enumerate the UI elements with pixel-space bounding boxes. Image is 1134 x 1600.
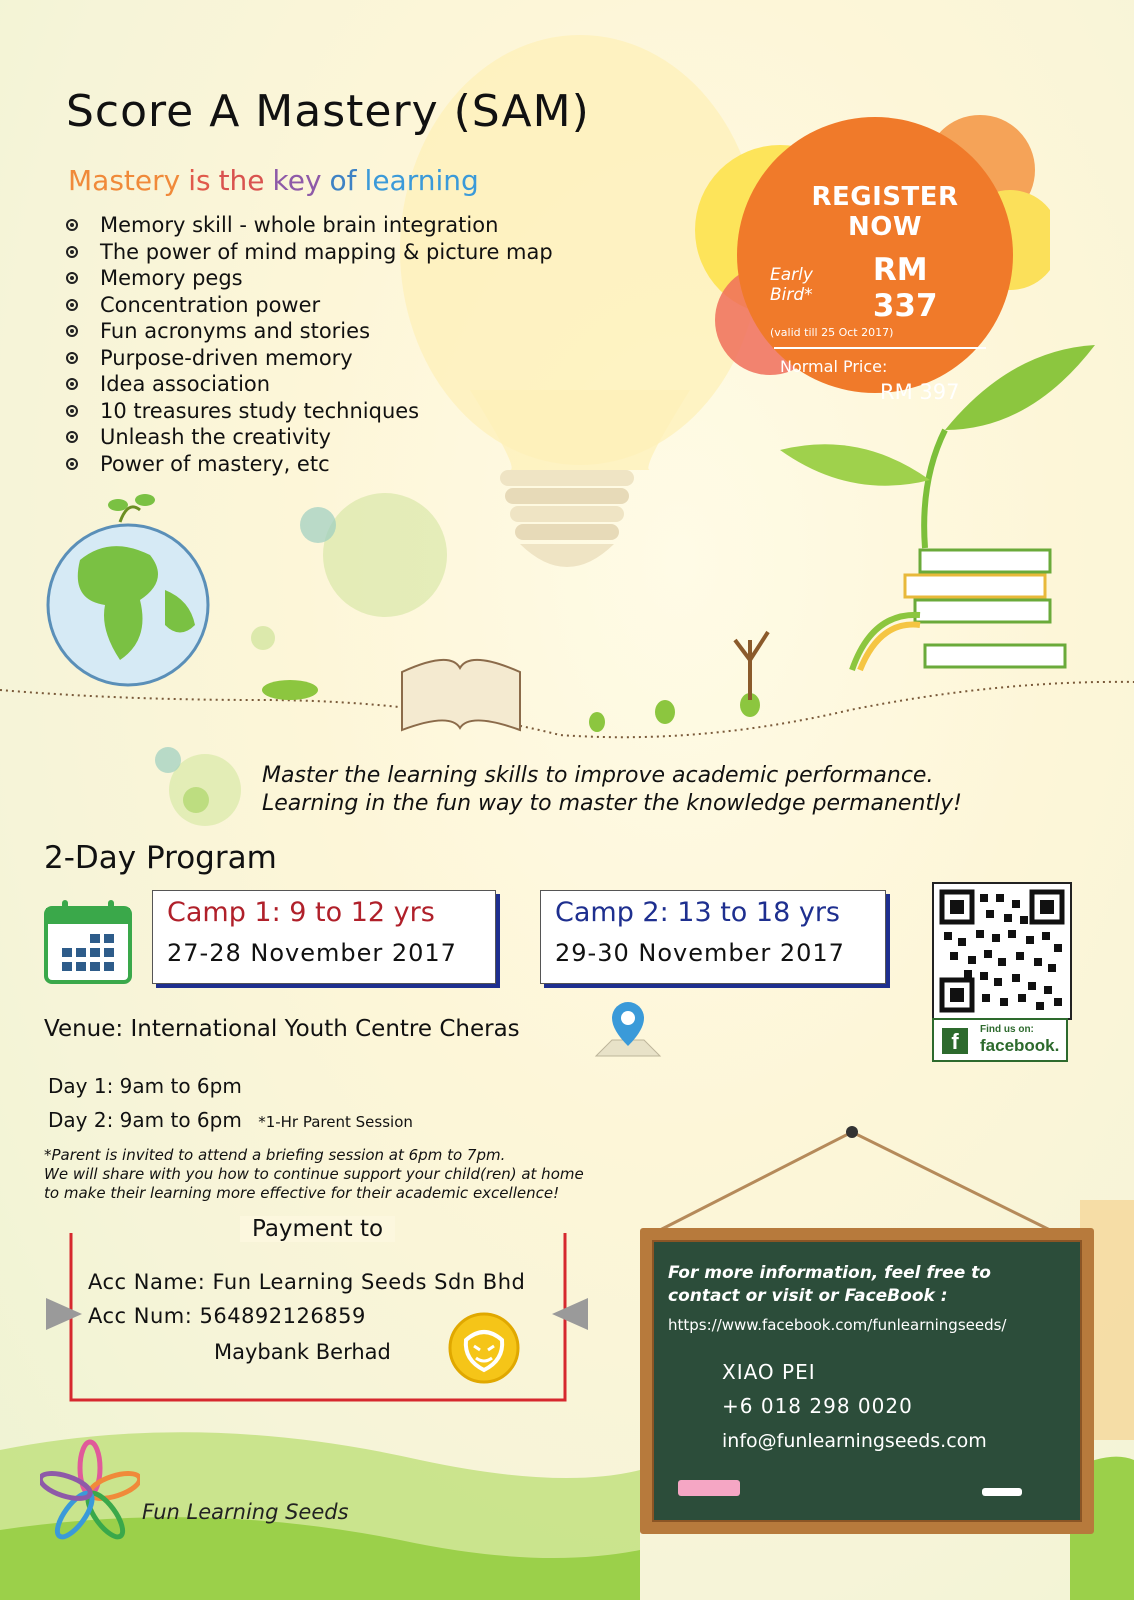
facebook-badge[interactable]: [932, 1018, 1068, 1062]
board-string: [640, 1124, 1070, 1234]
feature-text: The power of mind mapping & picture map: [100, 239, 553, 264]
day-2-note: *1-Hr Parent Session: [258, 1113, 413, 1131]
bullet-icon: [66, 458, 78, 470]
subtitle-word: Mastery: [68, 164, 181, 197]
feature-text: Memory skill - whole brain integration: [100, 213, 499, 237]
tagline-line-2: Learning in the fun way to master the knowledge permanently!: [262, 791, 962, 816]
feature-item: [66, 451, 553, 478]
parent-note-line: We will share with you how to continue support your child(ren) at home: [44, 1165, 584, 1183]
bullet-icon: [66, 405, 78, 417]
brand-name: Fun Learning Seeds: [142, 1500, 349, 1524]
valid-note: (valid till 25 Oct 2017): [770, 326, 894, 339]
venue: Venue: International Youth Centre Cheras: [44, 1016, 520, 1042]
normal-price-label: Normal Price:: [780, 357, 888, 376]
program-title: 2-Day Program: [44, 840, 277, 876]
feature-item: [66, 398, 553, 425]
parent-note-line: *Parent is invited to attend a briefing session at 6pm to 7pm.: [44, 1146, 506, 1164]
feature-item: [66, 292, 553, 319]
page-title: Score A Mastery (SAM): [66, 86, 590, 137]
tagline: [262, 762, 962, 818]
location-pin-icon: [592, 998, 662, 1060]
left-arrow-icon: [44, 1296, 84, 1332]
facebook-find-us: Find us on:: [980, 1024, 1034, 1035]
facebook-link[interactable]: https://www.facebook.com/funlearningseeds/: [668, 1316, 1007, 1334]
bullet-icon: [66, 219, 78, 231]
subtitle-word: is: [188, 164, 211, 197]
price-divider: [774, 347, 986, 349]
bullet-icon: [66, 352, 78, 364]
feature-item: [66, 212, 553, 239]
maybank-tiger-icon: [446, 1310, 522, 1386]
day-1-schedule: Day 1: 9am to 6pm: [48, 1074, 242, 1098]
camp-1-card: [152, 890, 496, 984]
subtitle-word: the: [218, 164, 265, 197]
feature-text: Concentration power: [100, 292, 321, 317]
camp-2-name: Camp 2: 13 to 18 yrs: [555, 897, 840, 928]
parent-note: [44, 1146, 584, 1203]
chalk-stick: [982, 1488, 1022, 1496]
subtitle: [68, 164, 487, 197]
subtitle-word: key: [272, 164, 322, 197]
calendar-icon: [44, 898, 132, 984]
facebook-wordmark: facebook.: [980, 1036, 1060, 1055]
contact-email[interactable]: info@funlearningseeds.com: [722, 1430, 987, 1452]
feature-text: Unleash the creativity: [100, 425, 331, 449]
facebook-icon: f: [942, 1028, 968, 1054]
bullet-icon: [66, 272, 78, 284]
register-panel: [770, 182, 1000, 404]
contact-info-line-2: contact or visit or FaceBook :: [668, 1286, 948, 1306]
right-arrow-icon: [550, 1296, 590, 1332]
bullet-icon: [66, 246, 78, 258]
feature-text: Fun acronyms and stories: [100, 319, 371, 343]
early-bird-label: Early Bird*: [770, 265, 813, 305]
feature-item: [66, 265, 553, 292]
bullet-icon: [66, 325, 78, 337]
tagline-line-1: Master the learning skills to improve academic performance.: [262, 763, 934, 788]
feature-item: [66, 345, 553, 372]
register-heading[interactable]: REGISTER NOW: [811, 182, 959, 242]
subtitle-word: learning: [364, 164, 479, 197]
contact-phone[interactable]: +6 018 298 0020: [722, 1394, 913, 1418]
camp-2-card: [540, 890, 886, 984]
feature-text: Purpose-driven memory: [100, 345, 353, 370]
bullet-icon: [66, 378, 78, 390]
camp-2-dates: 29-30 November 2017: [555, 939, 845, 967]
feature-text: Power of mastery, etc: [100, 451, 330, 476]
camp-1-name: Camp 1: 9 to 12 yrs: [167, 897, 435, 928]
feature-list: [66, 212, 553, 477]
camp-1-dates: 27-28 November 2017: [167, 939, 457, 967]
parent-note-line: to make their learning more effective for their academic excellence!: [44, 1184, 560, 1202]
chalk-eraser: [678, 1480, 740, 1496]
payment-title: Payment to: [240, 1216, 395, 1242]
contact-name: XIAO PEI: [722, 1360, 816, 1384]
feature-item: [66, 371, 553, 398]
contact-info-line-1: For more information, feel free to: [668, 1263, 991, 1283]
qr-code-image: [936, 886, 1068, 1016]
day-2-time: Day 2: 9am to 6pm: [48, 1108, 242, 1132]
account-number: Acc Num: 564892126859: [88, 1304, 366, 1328]
normal-price: RM 397: [880, 380, 960, 404]
fun-learning-seeds-logo: [40, 1436, 140, 1546]
qr-code[interactable]: [932, 882, 1072, 1020]
day-2-schedule: [48, 1108, 413, 1132]
feature-text: Memory pegs: [100, 266, 243, 290]
feature-item: [66, 239, 553, 266]
bullet-icon: [66, 299, 78, 311]
feature-text: 10 treasures study techniques: [100, 398, 420, 423]
feature-item: [66, 424, 553, 451]
bank-name: Maybank Berhad: [214, 1340, 391, 1364]
feature-item: [66, 318, 553, 345]
bullet-icon: [66, 431, 78, 443]
account-name: Acc Name: Fun Learning Seeds Sdn Bhd: [88, 1270, 526, 1294]
contact-info: [668, 1262, 991, 1308]
early-bird-price: RM 337: [872, 252, 938, 324]
feature-text: Idea association: [100, 372, 271, 396]
subtitle-word: of: [329, 164, 357, 197]
